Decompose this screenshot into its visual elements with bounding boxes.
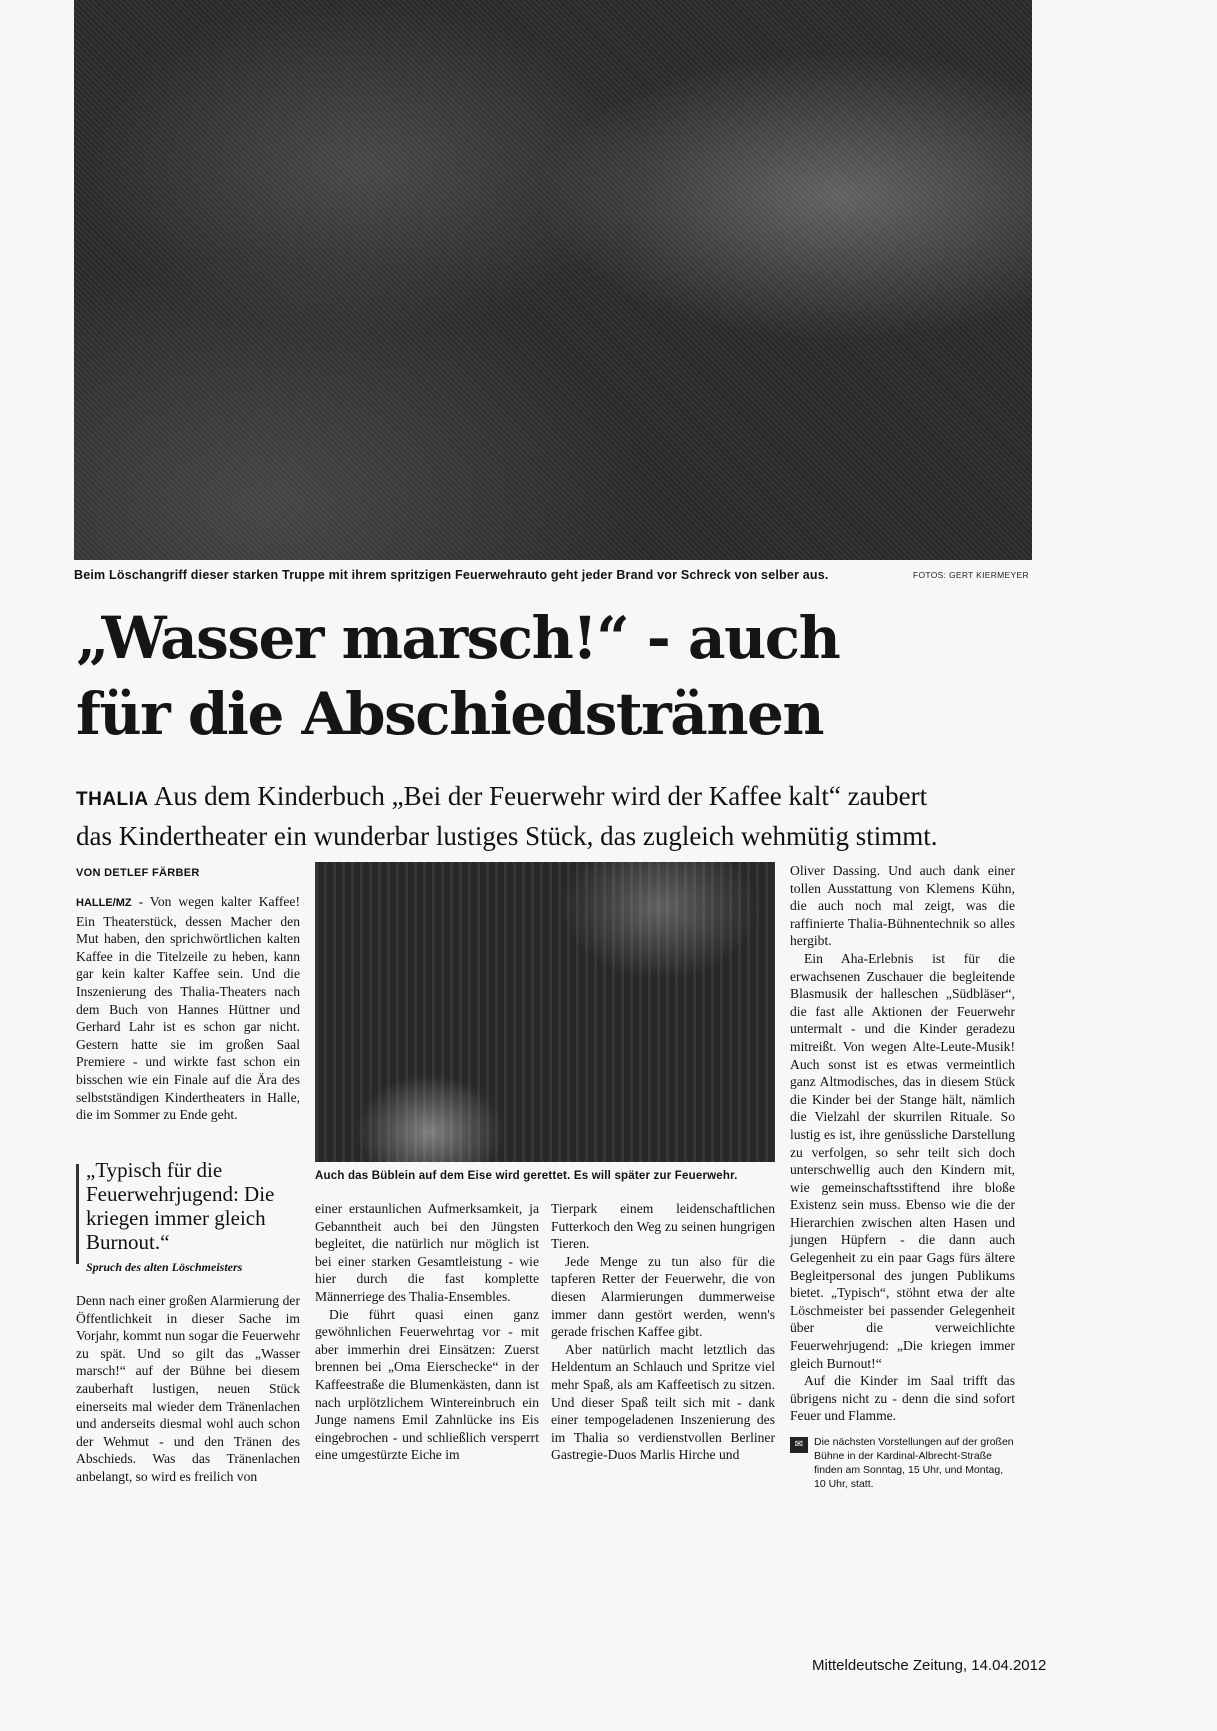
column-1-top <box>76 893 300 1124</box>
col1-paragraph-2: Denn nach einer großen Alarmierung der Öffentlichkeit in dieser Sache im Vorjahr, kommt nun sogar die Feuerwehr zu spät. Und so gilt das „Wasser marsch!“ auf der Bühne bei diesem zauberhaft lustigen, neuen Stück einerseits mal wieder dem Tränenlachen und anderseits diesmal wohl auch schon der Wehmut - und den Tränen des Abschieds. Was das Tränenlachen anbelangt, so wird es freilich von <box>76 1293 300 1484</box>
col3-paragraph-2: Jede Menge zu tun also für die tapferen Retter der Feuerwehr, die von diesen Alarmierungen dummerweise immer dann gestört werden, wenn's gerade frischen Kaffee gibt. <box>551 1253 775 1340</box>
lead-text-1: Aus dem Kinderbuch „Bei der Feuerwehr wird der Kaffee kalt“ zaubert <box>153 781 928 811</box>
column-1-bottom <box>76 1292 300 1486</box>
headline <box>76 600 976 752</box>
col4-paragraph-2: Ein Aha-Erlebnis ist für die erwachsenen Zuschauer die begleitende Blasmusik der halleschen „Südbläser“, die fast alle Aktionen der Feuerwehr untermalt - und die Kinder geradezu mitreißt. Von wegen Alte-Leute-Musik! Auch sonst ist es etwas vermeintlich ganz Altmodisches, das in diesem Stück die Kinder bei der Stange hält, nämlich die Vielzahl der skurrilen Rituale. So lustig es ist, ihre genüssliche Darstellung zu verfolgen, so sehr teilt sich doch unterschwellig auch den Kindern mit, wie gemeinschaftsstiftend ihre bloße Existenz sein muss. Ebenso wie die der Hierarchien zwischen alten Hasen und jungen Hüpfern - die dann auch Gelegenheit zu ein paar Gags fürs ältere Begleitpersonal des jungen Publikums bietet. „Typisch“, stöhnt etwa der alte Löschmeister bei passender Gelegenheit über die verweichlichte Feuerwehrjugend: „Die kriegen immer gleich Burnout!“ <box>790 950 1015 1371</box>
col4-paragraph-3: Auf die Kinder im Saal trifft das übrigens nicht zu - denn die sind sofort Feuer und Flamme. <box>790 1373 1015 1424</box>
quote-text: „Typisch für die Feuerwehrjugend: Die kriegen immer gleich Burnout.“ <box>86 1158 275 1254</box>
col2-paragraph-2: Die führt quasi einen ganz gewöhnlichen Feuerwehrtag vor - mit aber immerhin drei Einsätzen: Zuerst brennen bei „Oma Eierschecke“ in der Kaffeestraße die Blumenkästen, dann ist nach urplötzlichem Wintereinbruch ein Junge namens Emil Zahnlücke ins Eis eingebrochen - und schließlich versperrt eine umgestürzte Eiche im <box>315 1306 539 1463</box>
quote-rule <box>76 1164 79 1264</box>
photo-credit: FOTOS: GERT KIERMEYER <box>913 570 1029 580</box>
dateline: HALLE/MZ <box>76 897 132 909</box>
source-footer: Mitteldeutsche Zeitung, 14.04.2012 <box>812 1657 1047 1674</box>
headline-line-2: für die Abschiedstränen <box>76 680 824 748</box>
headline-line-1: „Wasser marsch!“ - auch <box>76 604 840 672</box>
quote-source: Spruch des alten Löschmeisters <box>86 1260 243 1274</box>
kicker: THALIA <box>76 789 149 810</box>
col1-paragraph-1: - Von wegen kalter Kaffee! Ein Theaterstück, dessen Macher den Mut haben, den sprichwörtlichen kalten Kaffee in die Titelzeile zu heben, kann gar kein kalter Kaffee sein. Und die Inszenierung des Thalia-Theaters nach dem Buch von Hannes Hüttner und Gerhard Lahr ist es schon gar nicht. Gestern hatte sie im großen Saal Premiere - und wirkte fast schon ein bisschen wie ein Finale auf die Ära des selbstständigen Kindertheaters in Halle, die im Sommer zu Ende geht. <box>76 894 300 1123</box>
col3-paragraph-1: Tierpark einem leidenschaftlichen Futterkoch den Weg zu seinen hungrigen Tieren. <box>551 1201 775 1252</box>
pull-quote <box>76 1158 306 1275</box>
byline: VON DETLEF FÄRBER <box>76 867 200 879</box>
info-text: Die nächsten Vorstellungen auf der großen Bühne in der Kardinal-Albrecht-Straße finden am Sonntag, 15 Uhr, und Montag, 10 Uhr, statt. <box>814 1436 1014 1490</box>
column-4 <box>790 862 1015 1425</box>
col3-paragraph-3: Aber natürlich macht letztlich das Heldentum an Schlauch und Spritze viel mehr Spaß, als am Kaffeetisch zu sitzen. Und dieser Spaß teilt sich mit - dank einer tempogeladenen Inszenierung des im Thalia so verdienstvollen Berliner Gastregie-Duos Marlis Hirche und <box>551 1341 775 1463</box>
column-2 <box>315 1200 539 1464</box>
col4-paragraph-1: Oliver Dassing. Und auch dank einer tollen Ausstattung von Klemens Kühn, die auch noch mal zeigt, was die raffinierte Thalia-Bühnentechnik so alles hergibt. <box>790 863 1015 949</box>
stage-photo <box>315 862 775 1162</box>
main-photo-caption: Beim Löschangriff dieser starken Truppe mit ihrem spritzigen Feuerwehrauto geht jeder Brand vor Schreck von selber aus. <box>74 568 829 582</box>
performance-info <box>790 1435 1015 1491</box>
lead <box>76 778 1076 854</box>
ticket-icon: ✉ <box>790 1437 808 1453</box>
stage-photo-caption: Auch das Büblein auf dem Eise wird gerettet. Es will später zur Feuerwehr. <box>315 1170 738 1182</box>
column-3 <box>551 1200 775 1464</box>
main-photo <box>74 0 1032 560</box>
lead-text-2: das Kindertheater ein wunderbar lustiges Stück, das zugleich wehmütig stimmt. <box>76 821 938 851</box>
col2-paragraph-1: einer erstaunlichen Aufmerksamkeit, ja Gebanntheit auch bei den Jüngsten begleitet, die natürlich nur möglich ist bei einer starken Gesamtleistung - wie hier durch die fast komplette Männerriege des Thalia-Ensembles. <box>315 1201 539 1304</box>
